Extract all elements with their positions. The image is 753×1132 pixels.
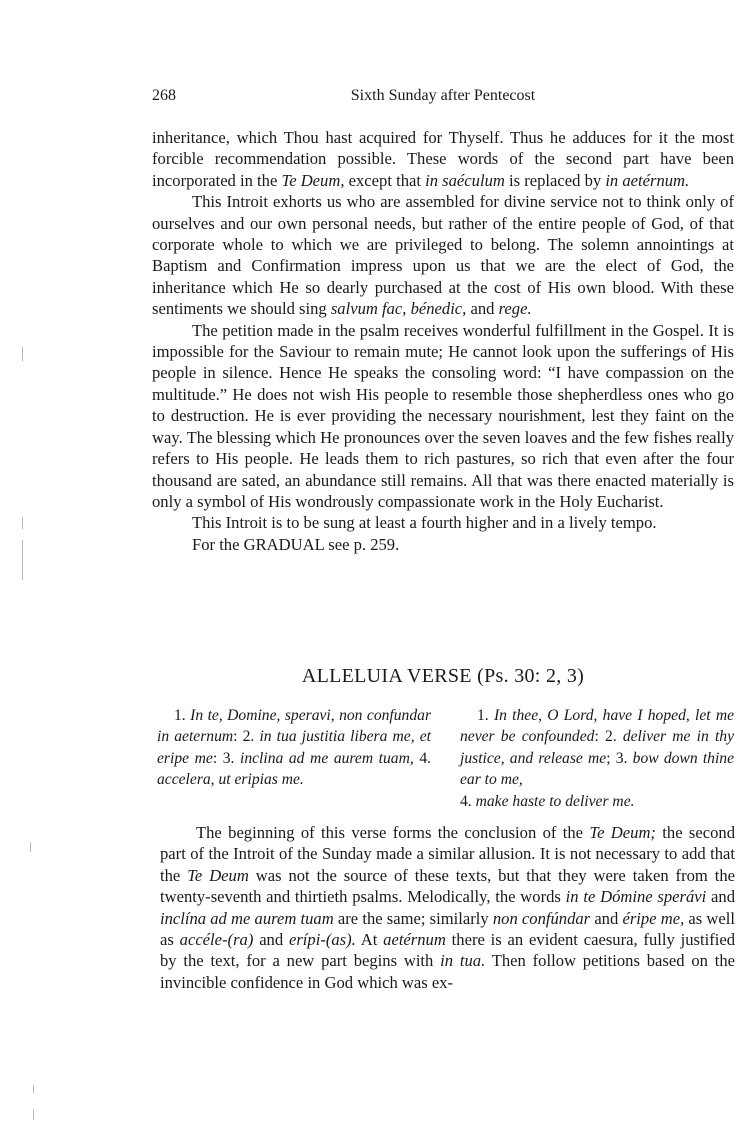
commentary-paragraph: The beginning of this verse forms the conclusion of the Te Deum; the second part of the Introit of the Sunday made a similar allusion. It is not necessary to add that the Te Deum was not the source of these texts, but that they were taken from the twenty-seventh and thirtieth psalms. Melodically, the words in te Dómine sperávi and inclína ad me aurem tuam are the same; similarly non confúndar and éripe me, as well as accéle-(ra) and erípi-(as). At aetérnum there is an evident caesura, fully justified by the text, for a new part begins with in tua. Then follow petitions based on the invincible confidence in God which was ex-	[160, 823, 736, 992]
main-text	[152, 127, 734, 555]
english-column	[460, 705, 734, 812]
scan-mark	[22, 517, 23, 529]
paragraph-3: The petition made in the psalm receives wonderful fulfillment in the Gospel. It is impossible for the Saviour to remain mute; He cannot look upon the sufferings of His people in silence. Hence He speaks the consoling word: “I have compassion on the multitude.” He does not wish His people to resemble those shepherdless ones who go to destruction. He is ever providing the necessary nourishment, lest they faint on the way. The blessing which He pronounces over the seven loaves and the few fishes really refers to His people. He leads them to rich pastures, so rich that even after the four thousand are sated, an abundance still remains. All that was there enacted materially is only a symbol of His wondrously compassionate work in the Holy Eucharist.	[152, 320, 734, 511]
section-title: ALLELUIA VERSE	[301, 665, 472, 687]
scan-mark	[22, 347, 23, 361]
scan-mark	[33, 1085, 34, 1093]
latin-verse: 1. In te, Domine, speravi, non confundar in aeternum: 2. in tua justitia libera me, et eripe me: 3. inclina ad me aurem tuam, 4. accelera, ut eripias me.	[157, 707, 432, 789]
paragraph-4: This Introit is to be sung at least a fourth higher and in a lively tempo.	[192, 513, 657, 533]
english-verse: 1. In thee, O Lord, have I hoped, let me never be confounded: 2. deliver me in thy justice, and release me; 3. bow down thine ear to me, 4. make haste to deliver me.	[460, 707, 734, 810]
running-title: Sixth Sunday after Pentecost	[350, 87, 536, 104]
section-heading	[152, 663, 734, 689]
verse-columns	[157, 705, 734, 812]
psalm-reference: (Ps. 30: 2, 3)	[477, 665, 585, 687]
page-header	[152, 85, 734, 107]
paragraph-5: For the GRADUAL see p. 259.	[192, 534, 400, 554]
paragraph-1: inheritance, which Thou hast acquired for Thyself. Thus he adduces for it the most forcible recommendation possible. These words of the second part have been incorporated in the Te Deum, except that in saéculum is replaced by in aetérnum.	[152, 128, 734, 190]
page-number: 268	[152, 87, 176, 104]
latin-column	[157, 705, 431, 812]
scan-mark	[22, 540, 23, 580]
commentary-text	[160, 822, 735, 993]
scan-mark	[33, 1110, 34, 1120]
paragraph-2: This Introit exhorts us who are assembled for divine service not to think only of ourselves and our own personal needs, but rather of the entire people of God, of that corporate whole to which we are privileged to belong. The solemn annointings at Baptism and Confirmation impress upon us that we are the elect of God, the inheritance which He so dearly purchased at the cost of His own blood. With these sentiments we should sing salvum fac, bénedic, and rege.	[152, 192, 734, 319]
scan-mark	[30, 842, 31, 852]
